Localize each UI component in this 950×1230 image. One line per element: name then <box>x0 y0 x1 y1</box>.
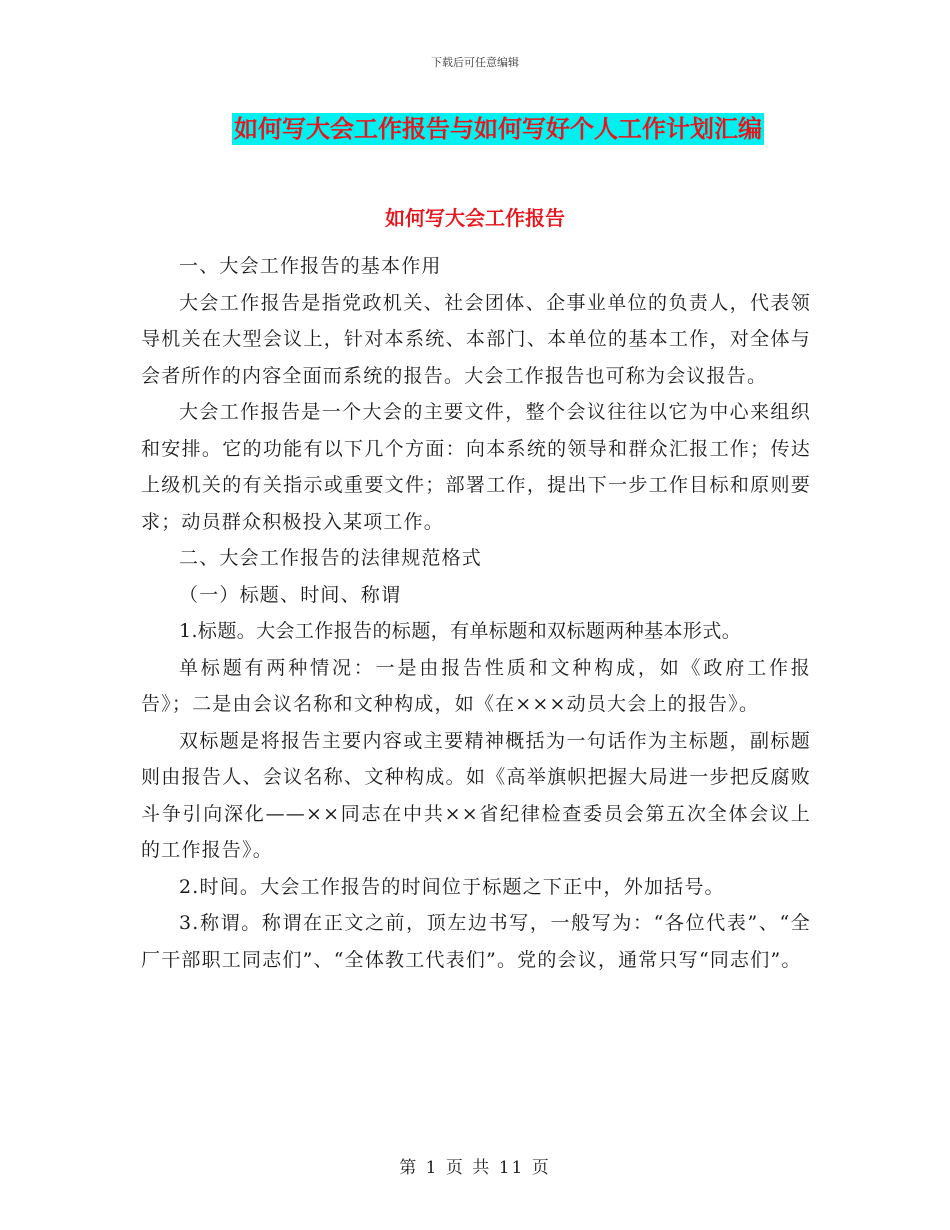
paragraph-salutation: 3.称谓。称谓在正文之前，顶左边书写，一般写为：“各位代表”、“全厂干部职工同志们”、“全体教工代表们”。党的会议，通常只写“同志们”。 <box>141 912 811 971</box>
main-title-container <box>0 113 950 145</box>
document-body <box>141 248 811 978</box>
paragraph-functions: 大会工作报告是一个大会的主要文件，整个会议往往以它为中心来组织和安排。它的功能有以下几个方面：向本系统的领导和群众汇报工作；传达上级机关的有关指示或重要文件；部署工作，提出下一步工作目标和原则要求；动员群众积极投入某项工作。 <box>141 401 811 533</box>
main-title: 如何写大会工作报告与如何写好个人工作计划汇编 <box>234 115 762 143</box>
paragraph-time: 2.时间。大会工作报告的时间位于标题之下正中，外加括号。 <box>179 875 725 898</box>
page-footer: 第 1 页 共 11 页 <box>399 1158 551 1178</box>
section-title: 如何写大会工作报告 <box>385 206 565 230</box>
header-note: 下载后可任意编辑 <box>431 56 519 69</box>
paragraph-definition: 大会工作报告是指党政机关、社会团体、企事业单位的负责人，代表领导机关在大型会议上，针对本系统、本部门、本单位的基本工作，对全体与会者所作的内容全面而系统的报告。大会工作报告也可称为会议报告。 <box>141 291 811 387</box>
heading-format: 二、大会工作报告的法律规范格式 <box>179 547 483 569</box>
heading-title-time-salutation: （一）标题、时间、称谓 <box>179 583 402 606</box>
paragraph-single-title: 单标题有两种情况：一是由报告性质和文种构成，如《政府工作报告》；二是由会议名称和文种构成，如《在×××动员大会上的报告》。 <box>141 656 811 715</box>
heading-basic-function: 一、大会工作报告的基本作用 <box>179 255 442 277</box>
paragraph-title-forms: 1.标题。大会工作报告的标题，有单标题和双标题两种基本形式。 <box>179 620 742 642</box>
paragraph-double-title: 双标题是将报告主要内容或主要精神概括为一句话作为主标题，副标题则由报告人、会议名称、文种构成。如《高举旗帜把握大局进一步把反腐败斗争引向深化——××同志在中共××省纪律检查委员会第五次全体会议上的工作报告》。 <box>141 729 811 861</box>
